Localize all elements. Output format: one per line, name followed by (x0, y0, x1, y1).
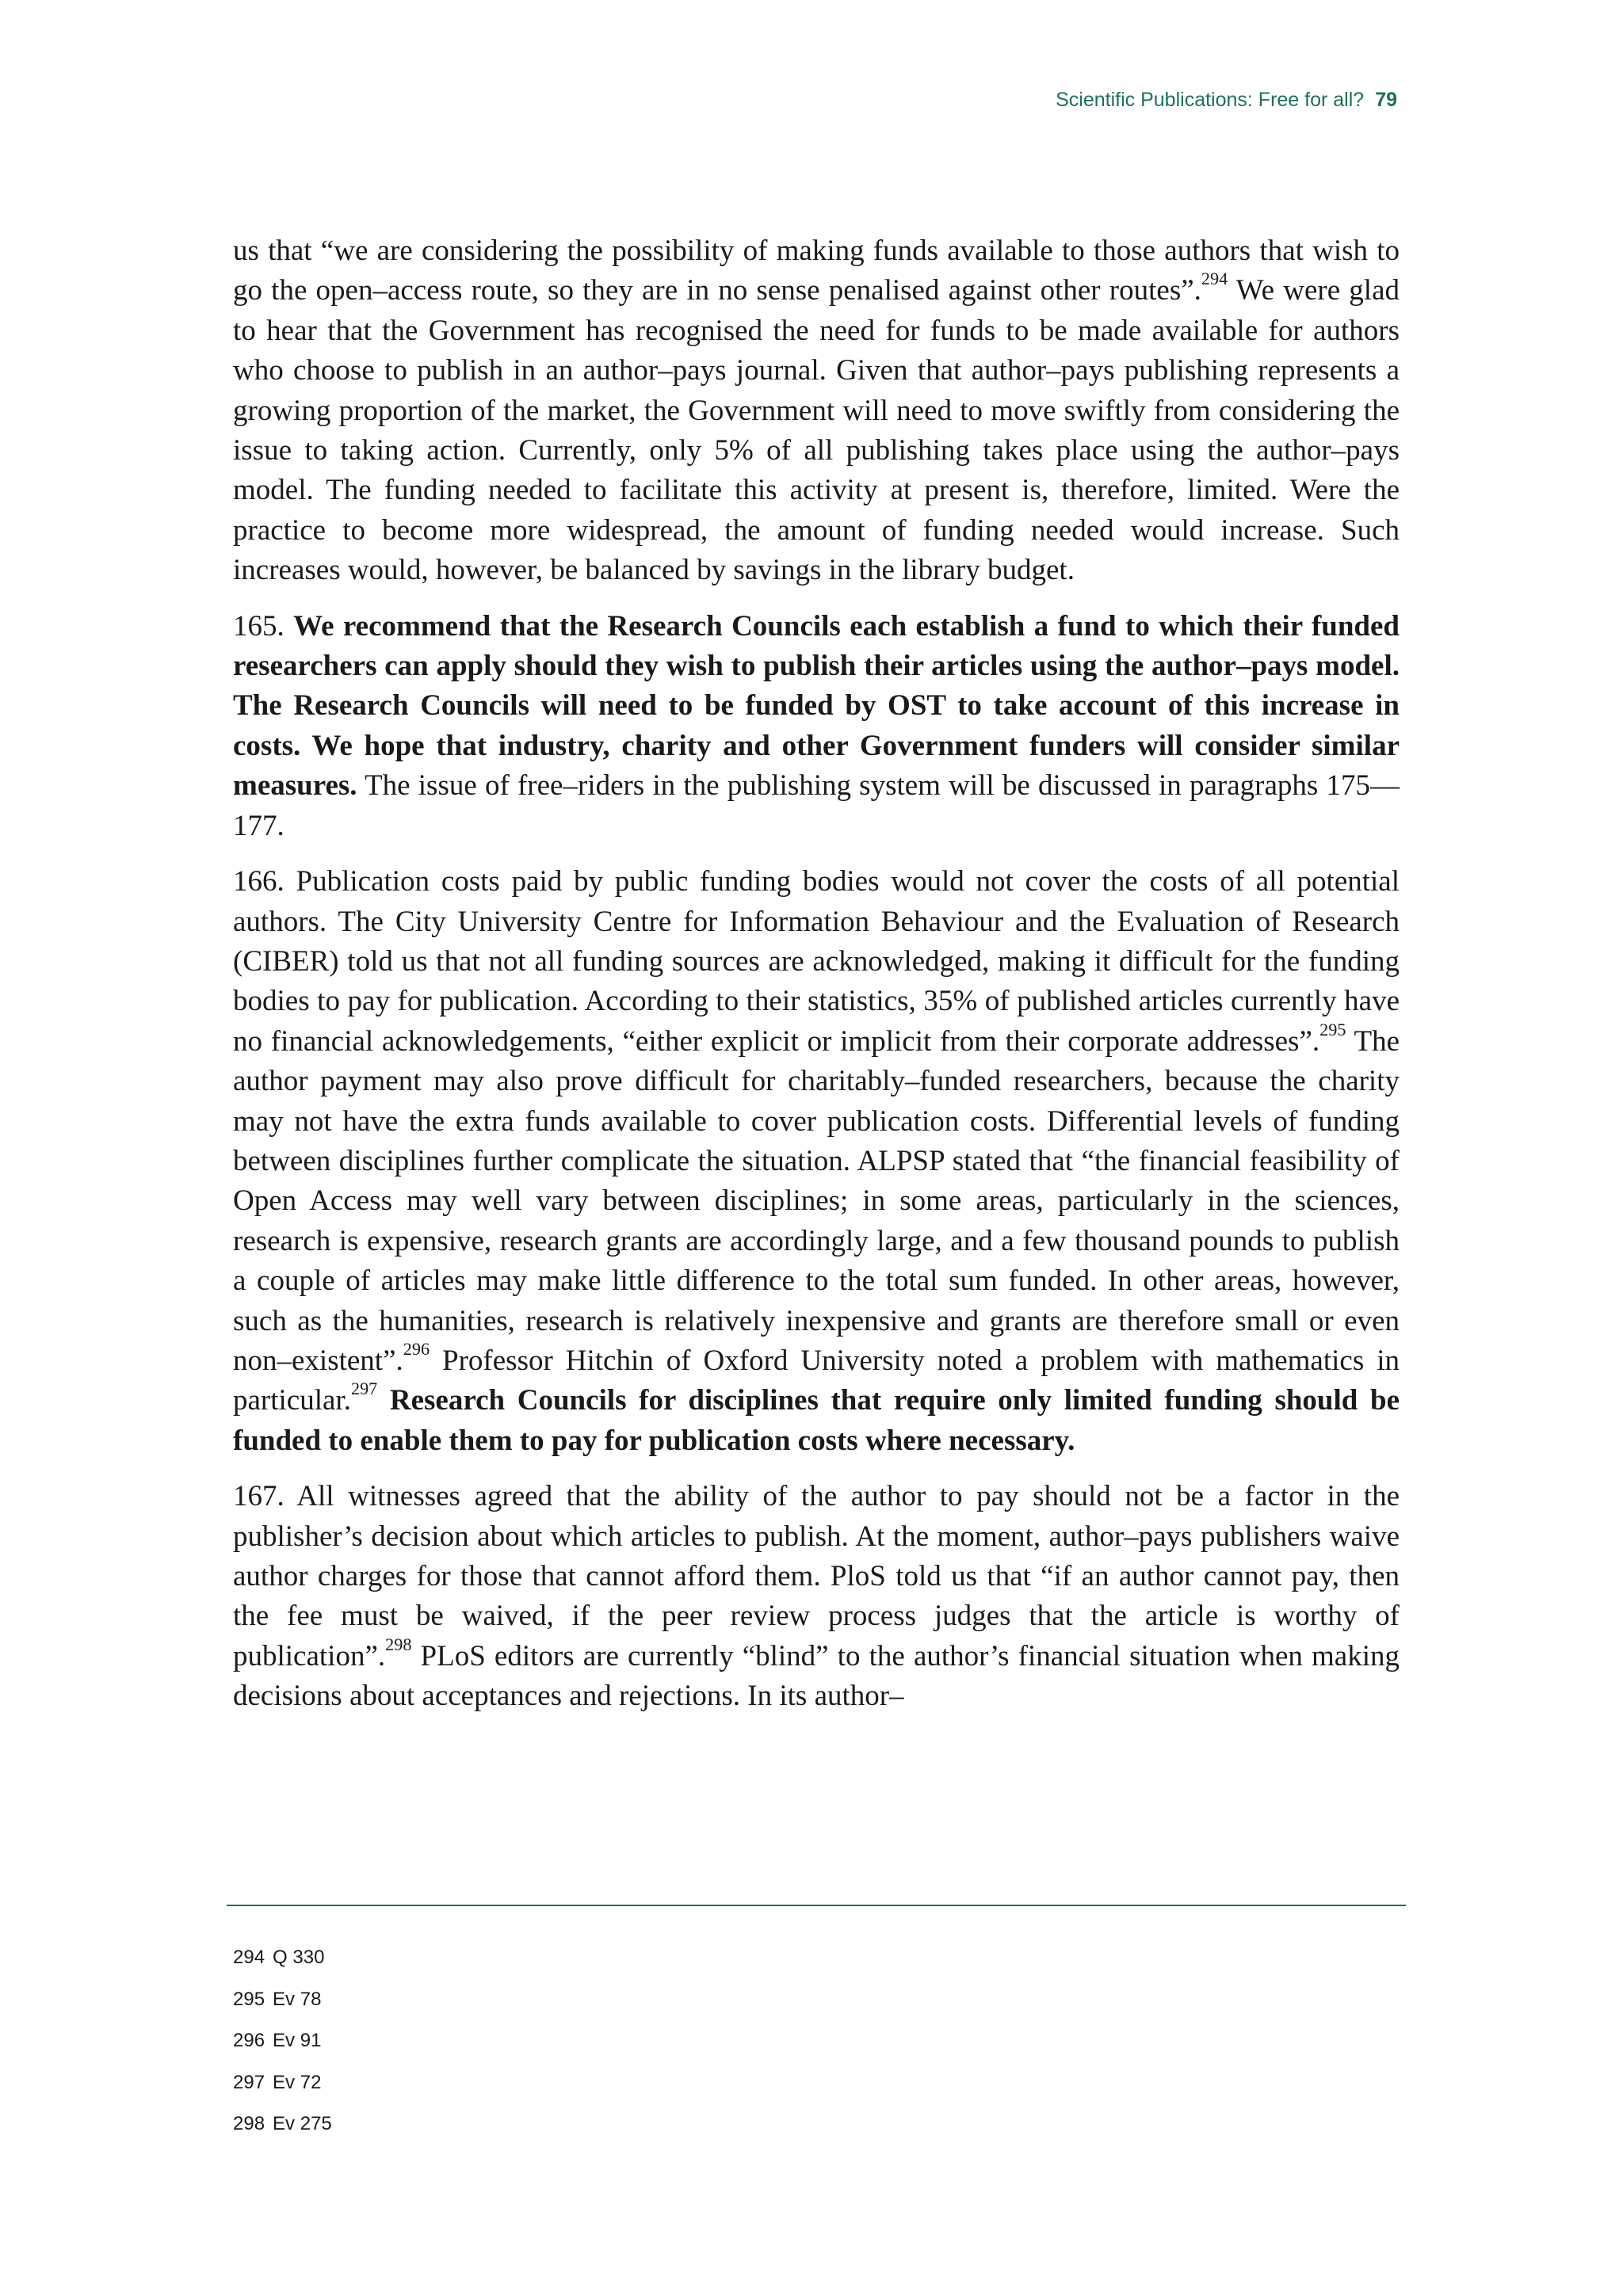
footnotes (233, 1946, 332, 2154)
footnote-ref-295: 295 (1319, 1019, 1346, 1039)
paragraph-text: Publication costs paid by public funding bodies would not cover the costs of all potential authors. The City University Centre for Information Behaviour and the Evaluation of Research (CIBER) told us that not all funding sources are acknowledged, making it difficult for the funding bodies to pay for publication. According to their statistics, 35% of published articles currently have no financial acknowledgements, “either explicit or implicit from their corporate addresses”. (233, 865, 1400, 1058)
body-text (233, 231, 1400, 1733)
footnote-text: Ev 91 (273, 2030, 322, 2051)
paragraph-167 (233, 1477, 1400, 1716)
footnote (233, 1946, 332, 1988)
paragraph-number: 166. (233, 865, 296, 898)
paragraph-number: 167. (233, 1480, 297, 1513)
footnote-divider (227, 1905, 1406, 1906)
recommendation-text: We recommend that the Research Councils each establish a fund to which their funded researchers can apply should they wish to publish their articles using the author–pays model. The Research Councils will need to be funded by OST to take account of this increase in costs. We hope that industry, charity and other Government funders will consider similar measures. (233, 609, 1400, 803)
footnote-text: Ev 275 (273, 2113, 332, 2134)
paragraph-text: All witnesses agreed that the ability of the author to pay should not be a factor in the publisher’s decision about which articles to publish. At the moment, author–pays publishers waive author charges for those that cannot afford them. PloS told us that “if an author cannot pay, then the fee must be waived, if the peer review process judges that the article is worthy of publication”. (233, 1480, 1400, 1672)
footnote-number: 294 (233, 1947, 265, 1968)
paragraph-166 (233, 862, 1400, 1461)
footnote-ref-298: 298 (385, 1634, 412, 1654)
paragraph-text: Professor Hitchin of Oxford University noted a problem with mathematics in particular. (233, 1344, 1400, 1417)
footnote (233, 1988, 332, 2030)
paragraph-number: 165. (233, 609, 294, 643)
recommendation-text: Research Councils for disciplines that require only limited funding should be funded to enable them to pay for publication costs where necessary. (233, 1384, 1400, 1457)
header-title: Scientific Publications: Free for all? (1056, 89, 1365, 111)
page-number: 79 (1375, 89, 1397, 111)
footnote-text: Q 330 (273, 1947, 325, 1968)
footnote-number: 295 (233, 1988, 265, 2010)
footnote-text: Ev 72 (273, 2071, 322, 2093)
paragraph-text: The author payment may also prove difficult for charitably–funded researchers, because the charity may not have the extra funds available to cover publication costs. Differential levels of funding between disciplines further complicate the situation. ALPSP stated that “the financial feasibility of Open Access may well vary between disciplines; in some areas, particularly in the sciences, research is expensive, research grants are accordingly large, and a few thousand pounds to publish a couple of articles may make little difference to the total sum funded. In other areas, however, such as the humanities, research is relatively inexpensive and grants are therefore small or even non–existent”. (233, 1024, 1400, 1377)
footnote (233, 2029, 332, 2071)
paragraph-text: We were glad to hear that the Government has recognised the need for funds to be made available for authors who choose to publish in an author–pays journal. Given that author–pays publishing represents a growing proportion of the market, the Government will need to move swiftly from considering the issue to taking action. Currently, only 5% of all publishing takes place using the author–pays model. The funding needed to facilitate this activity at present is, therefore, limited. Were the practice to become more widespread, the amount of funding needed would increase. Such increases would, however, be balanced by savings in the library budget. (233, 274, 1400, 587)
footnote-text: Ev 78 (273, 1988, 322, 2010)
paragraph-text: The issue of free–riders in the publishing system will be discussed in paragraphs 175—177. (233, 769, 1400, 842)
paragraph-continuation (233, 231, 1400, 591)
footnote (233, 2112, 332, 2154)
paragraph-text: us that “we are considering the possibility of making funds available to those authors that wish to go the open–access route, so they are in no sense penalised against other routes”. (233, 235, 1400, 307)
footnote-number: 297 (233, 2071, 265, 2093)
footnote-number: 296 (233, 2030, 265, 2051)
paragraph-text: PLoS editors are currently “blind” to the author’s financial situation when making decisions about acceptances and rejections. In its author– (233, 1639, 1400, 1713)
paragraph-165 (233, 607, 1400, 846)
footnote-number: 298 (233, 2113, 265, 2134)
footnote-ref-294: 294 (1201, 269, 1228, 289)
footnote (233, 2071, 332, 2113)
footnote-ref-297: 297 (350, 1379, 378, 1399)
footnote-ref-296: 296 (403, 1339, 430, 1360)
running-header (1056, 89, 1397, 112)
